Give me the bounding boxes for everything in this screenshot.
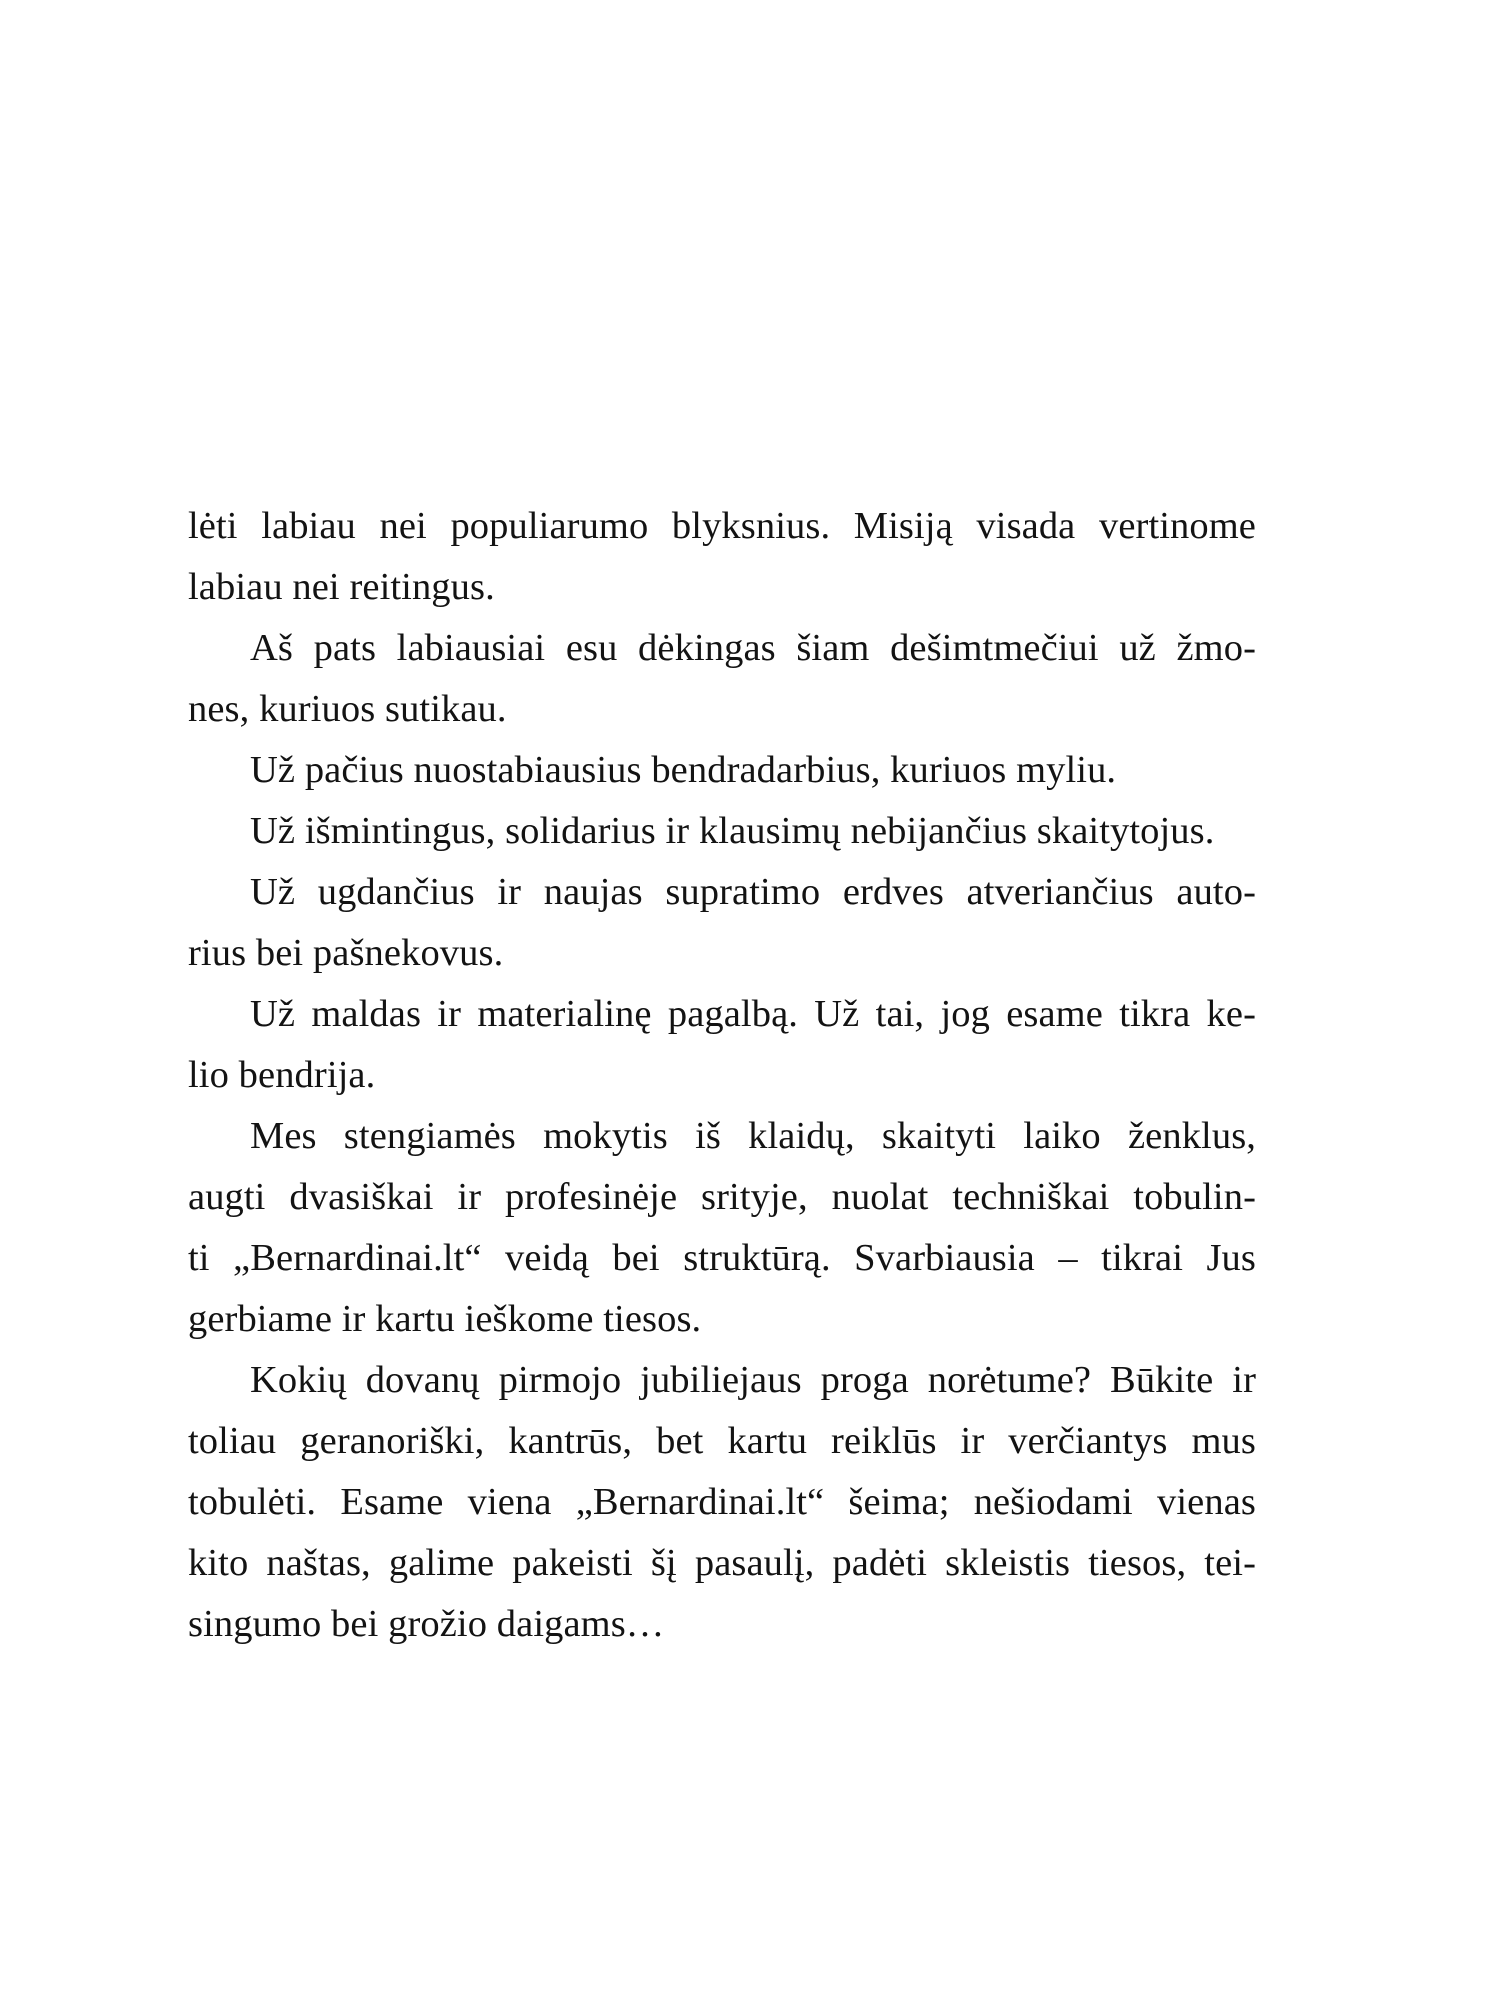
text-line: Už maldas ir materialinę pagalbą. Už tai, jog esame tikra ke- xyxy=(250,993,1256,1035)
text-line: Už išmintingus, solidarius ir klausimų nebijančius skaitytojus. xyxy=(250,810,1215,852)
text-line: tobulėti. Esame viena „Bernardinai.lt“ šeima; nešiodami vienas xyxy=(188,1481,1256,1523)
text-line: ti „Bernardinai.lt“ veidą bei struktūrą. Svarbiausia – tikrai Jus xyxy=(188,1237,1256,1279)
text-line: Už pačius nuostabiausius bendradarbius, kuriuos myliu. xyxy=(250,749,1117,791)
text-line: Kokių dovanų pirmojo jubiliejaus proga norėtume? Būkite ir xyxy=(250,1359,1256,1401)
text-line: Mes stengiamės mokytis iš klaidų, skaityti laiko ženklus, xyxy=(250,1115,1256,1157)
text-line: singumo bei grožio daigams… xyxy=(188,1603,665,1645)
text-line: gerbiame ir kartu ieškome tiesos. xyxy=(188,1298,702,1340)
text-line: toliau geranoriški, kantrūs, bet kartu reiklūs ir verčiantys mus xyxy=(188,1420,1256,1462)
text-line: lėti labiau nei populiarumo blyksnius. Misiją visada vertinome xyxy=(188,505,1256,547)
text-line: nes, kuriuos sutikau. xyxy=(188,688,507,730)
text-line: kito naštas, galime pakeisti šį pasaulį, padėti skleistis tiesos, tei- xyxy=(188,1542,1256,1584)
text-line: labiau nei reitingus. xyxy=(188,566,495,608)
text-line: Už ugdančius ir naujas supratimo erdves atveriančius auto- xyxy=(250,871,1256,913)
text-line: augti dvasiškai ir profesinėje srityje, nuolat techniškai tobulin- xyxy=(188,1176,1256,1218)
text-line: Aš pats labiausiai esu dėkingas šiam dešimtmečiui už žmo- xyxy=(250,627,1256,669)
text-line: lio bendrija. xyxy=(188,1054,376,1096)
text-line: rius bei pašnekovus. xyxy=(188,932,504,974)
body-text-block xyxy=(188,496,1256,1655)
